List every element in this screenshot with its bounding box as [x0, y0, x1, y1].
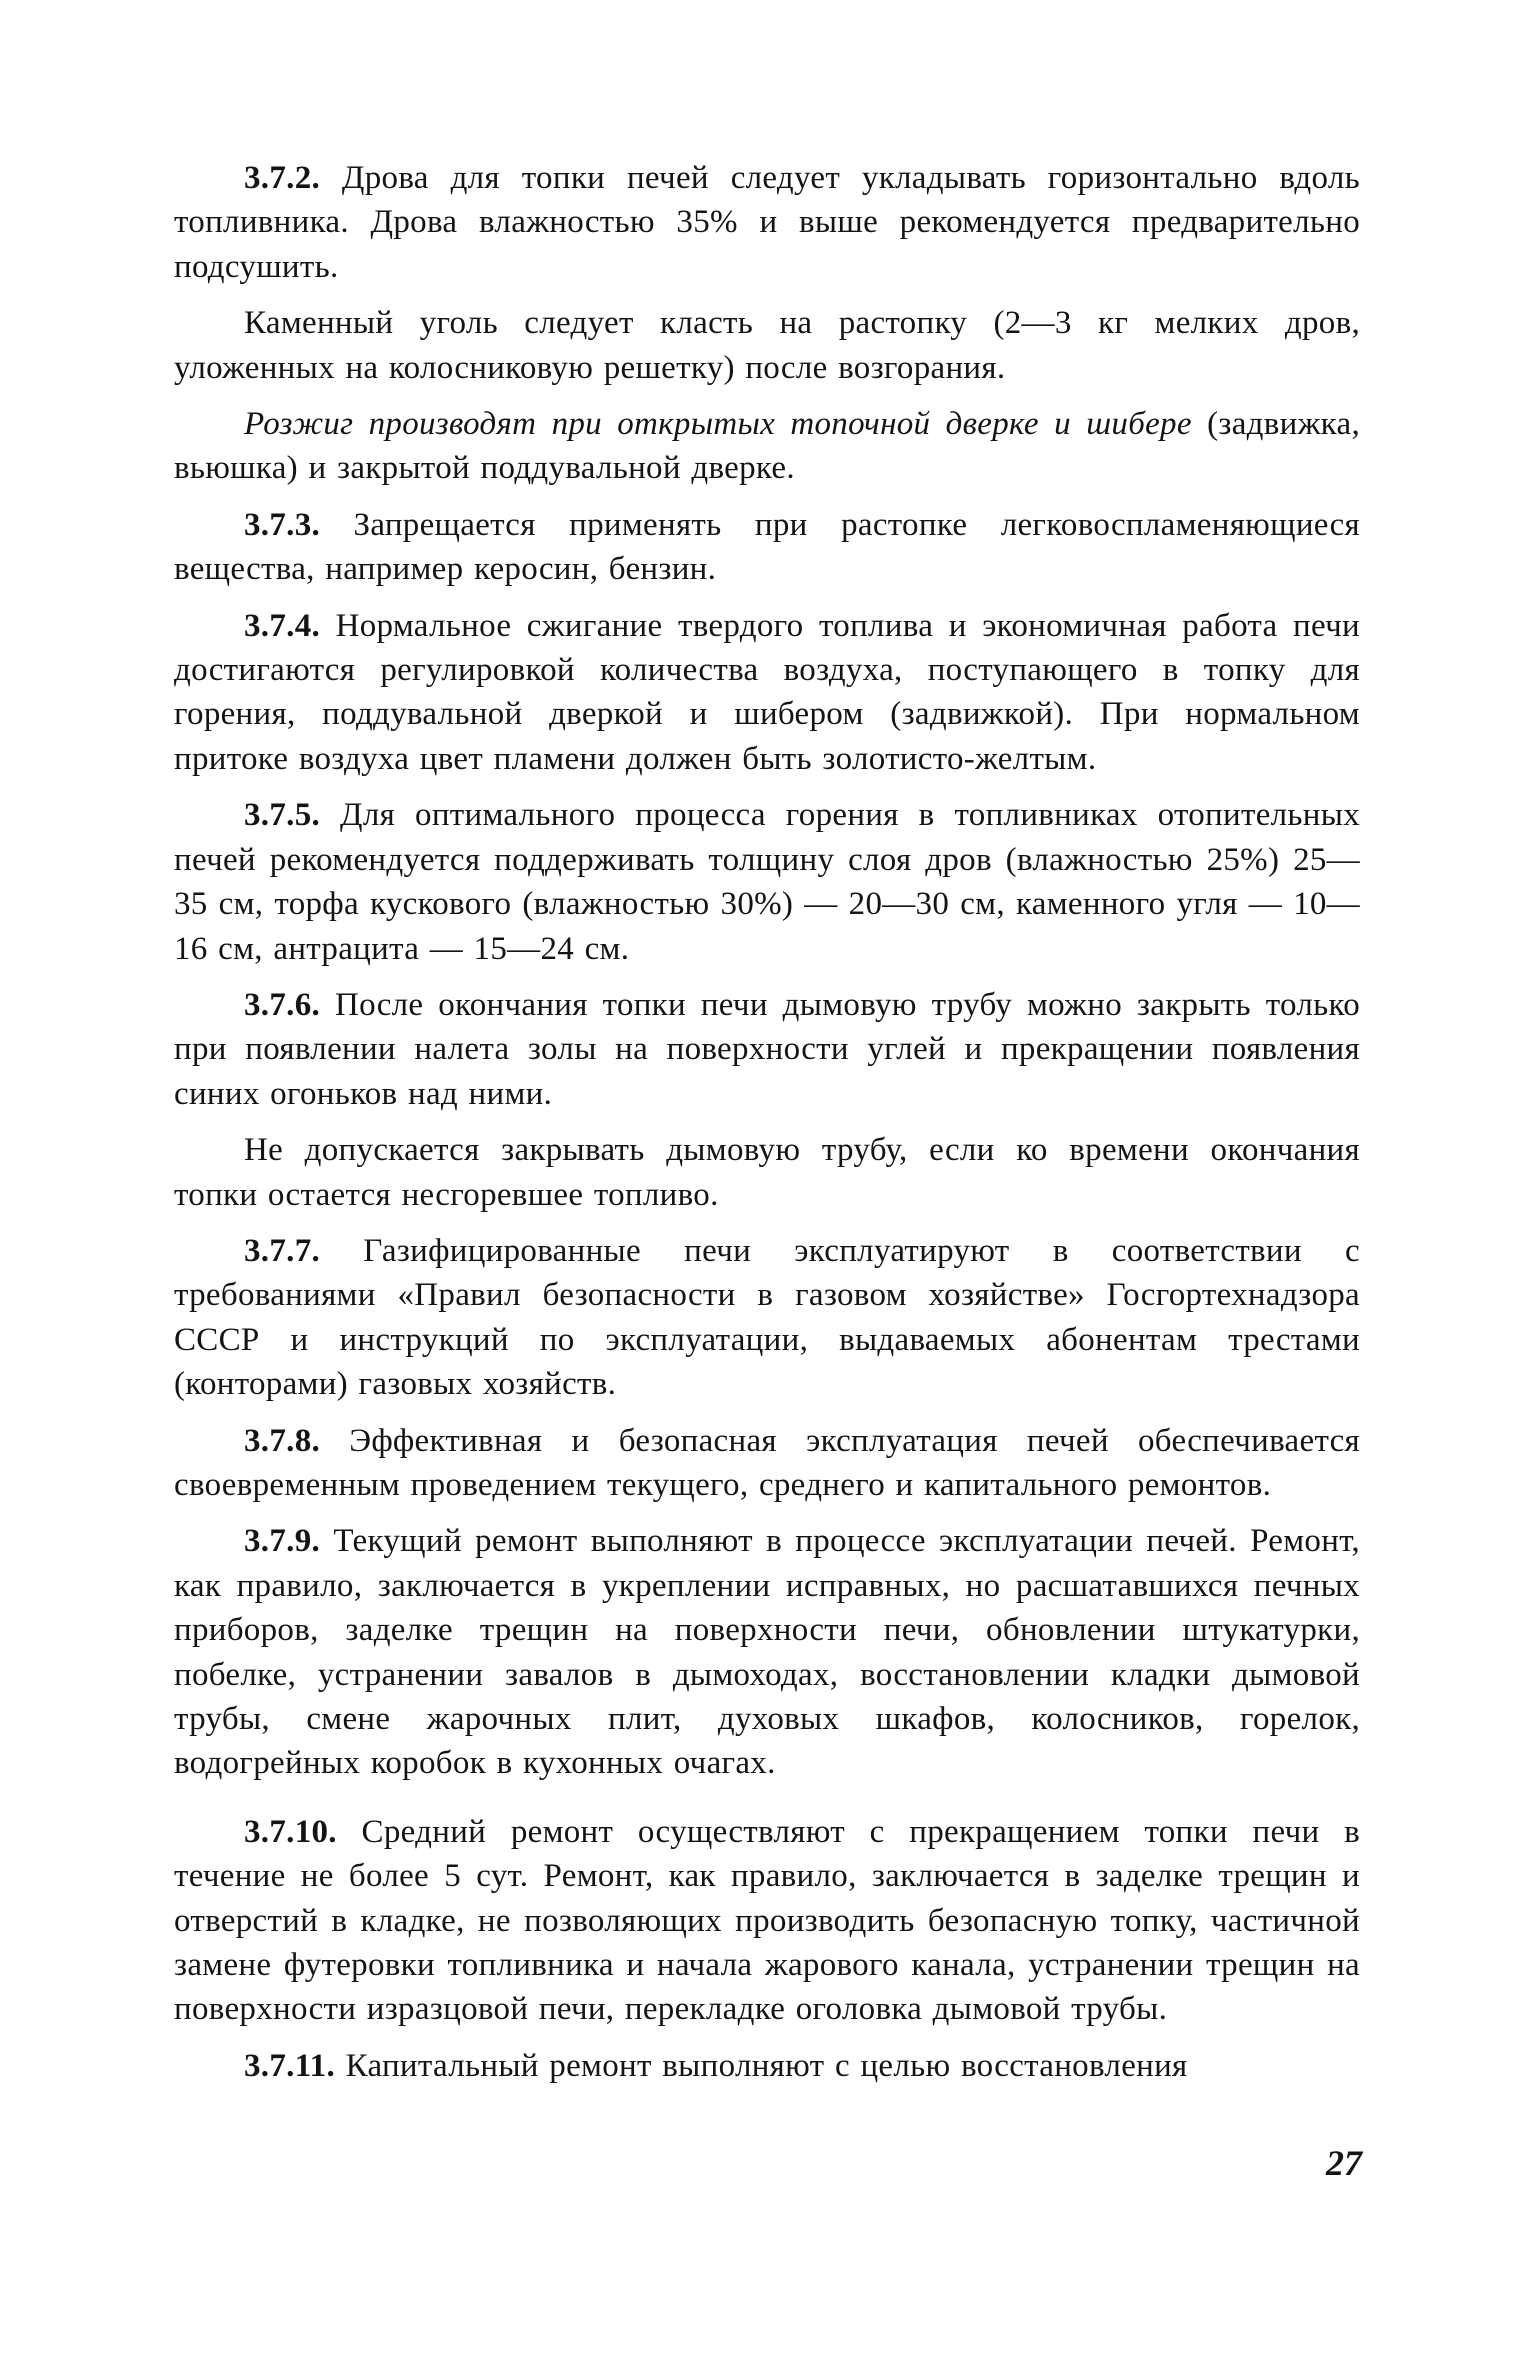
paragraph-3-7-3 [174, 503, 1360, 592]
clause-number: 3.7.10. [244, 1813, 337, 1850]
paragraph-text: Эффективная и безопасная эксплуатация печей обеспечивается своевременным проведением текущего, среднего и капитального ремонтов. [174, 1422, 1360, 1503]
paragraph-text: Средний ремонт осуществляют с прекращением топки печи в течение не более 5 сут. Ремонт, как правило, заключается в заделке трещин и отверстий в кладке, не позволяющих производить безопасную топку, частичной замене футеровки топливника и начала жарового канала, устранении трещин на поверхности изразцовой печи, перекладке оголовка дымовой трубы. [174, 1813, 1360, 2028]
paragraph-text: Дрова для топки печей следует укладывать горизонтально вдоль топливника. Дрова влажностью 35% и выше рекомендуется предварительно подсушить. [174, 160, 1360, 285]
paragraph-3-7-6 [174, 983, 1360, 1116]
paragraph-3-7-10 [174, 1810, 1360, 2032]
paragraph-chimney [174, 1128, 1360, 1217]
paragraph-text: Не допускается закрывать дымовую трубу, если ко времени окончания топки остается несгоревшее топливо. [174, 1132, 1360, 1213]
paragraph-text: (задвижка, вьюшка) и закрытой поддувальной дверке. [174, 406, 1361, 487]
clause-number: 3.7.8. [244, 1422, 321, 1459]
paragraph-text: Капитальный ремонт выполняют с целью восстановления [335, 2047, 1188, 2084]
clause-number: 3.7.11. [244, 2047, 336, 2084]
page-number: 27 [1326, 2143, 1362, 2183]
paragraph-text: Каменный уголь следует класть на растопку (2—3 кг мелких дров, уложенных на колосниковую решетку) после возгорания. [174, 305, 1360, 386]
document-body [174, 156, 1360, 2100]
paragraph-coal [174, 301, 1360, 390]
paragraph-text: Запрещается применять при растопке легковоспламеняющиеся вещества, например керосин, бензин. [174, 506, 1360, 588]
paragraph-text: Газифицированные печи эксплуатируют в соответствии с требованиями «Правил безопасности в газовом хозяйстве» Госгортехнадзора СССР и инструкций по эксплуатации, выдаваемых абонентам трестами (конторами) газовых хозяйств. [174, 1232, 1360, 1403]
paragraph-3-7-2 [174, 156, 1360, 289]
paragraph-3-7-9 [174, 1519, 1360, 1785]
clause-number: 3.7.3. [244, 506, 321, 543]
clause-number: 3.7.6. [244, 986, 321, 1023]
paragraph-3-7-11 [174, 2044, 1360, 2088]
paragraph-text: После окончания топки печи дымовую трубу можно закрыть только при появлении налета золы на поверхности углей и прекращении появления синих огоньков над ними. [174, 986, 1360, 1112]
paragraph-3-7-5 [174, 793, 1360, 971]
clause-number: 3.7.9. [244, 1523, 321, 1560]
paragraph-3-7-7 [174, 1229, 1360, 1407]
paragraph-ignition [174, 402, 1360, 491]
clause-number: 3.7.7. [244, 1232, 321, 1269]
clause-number: 3.7.5. [244, 797, 321, 834]
clause-number: 3.7.4. [244, 607, 321, 644]
paragraph-italic-text: Розжиг производят при открытых топочной дверке и шибере [244, 406, 1192, 443]
paragraph-3-7-4 [174, 604, 1360, 782]
paragraph-text: Текущий ремонт выполняют в процессе эксплуатации печей. Ремонт, как правило, заключается в укреплении исправных, но расшатавшихся печных приборов, заделке трещин на поверхности печи, обновлении штукатурки, побелке, устранении завалов в дымоходах, восстановлении кладки дымовой трубы, смене жарочных плит, духовых шкафов, колосников, горелок, водогрейных коробок в кухонных очагах. [174, 1523, 1360, 1782]
clause-number: 3.7.2. [244, 160, 321, 196]
paragraph-text: Для оптимального процесса горения в топливниках отопительных печей рекомендуется поддерживать толщину слоя дров (влажностью 25%) 25—35 см, торфа кускового (влажностью 30%) — 20—30 см, каменного угля — 10—16 см, антрацита — 15—24 см. [174, 797, 1360, 967]
paragraph-3-7-8 [174, 1419, 1360, 1508]
paragraph-text: Нормальное сжигание твердого топлива и экономичная работа печи достигаются регулировкой количества воздуха, поступающего в топку для горения, поддувальной дверкой и шибером (задвижкой). При нормальном притоке воздуха цвет пламени должен быть золотисто-желтым. [174, 607, 1360, 777]
